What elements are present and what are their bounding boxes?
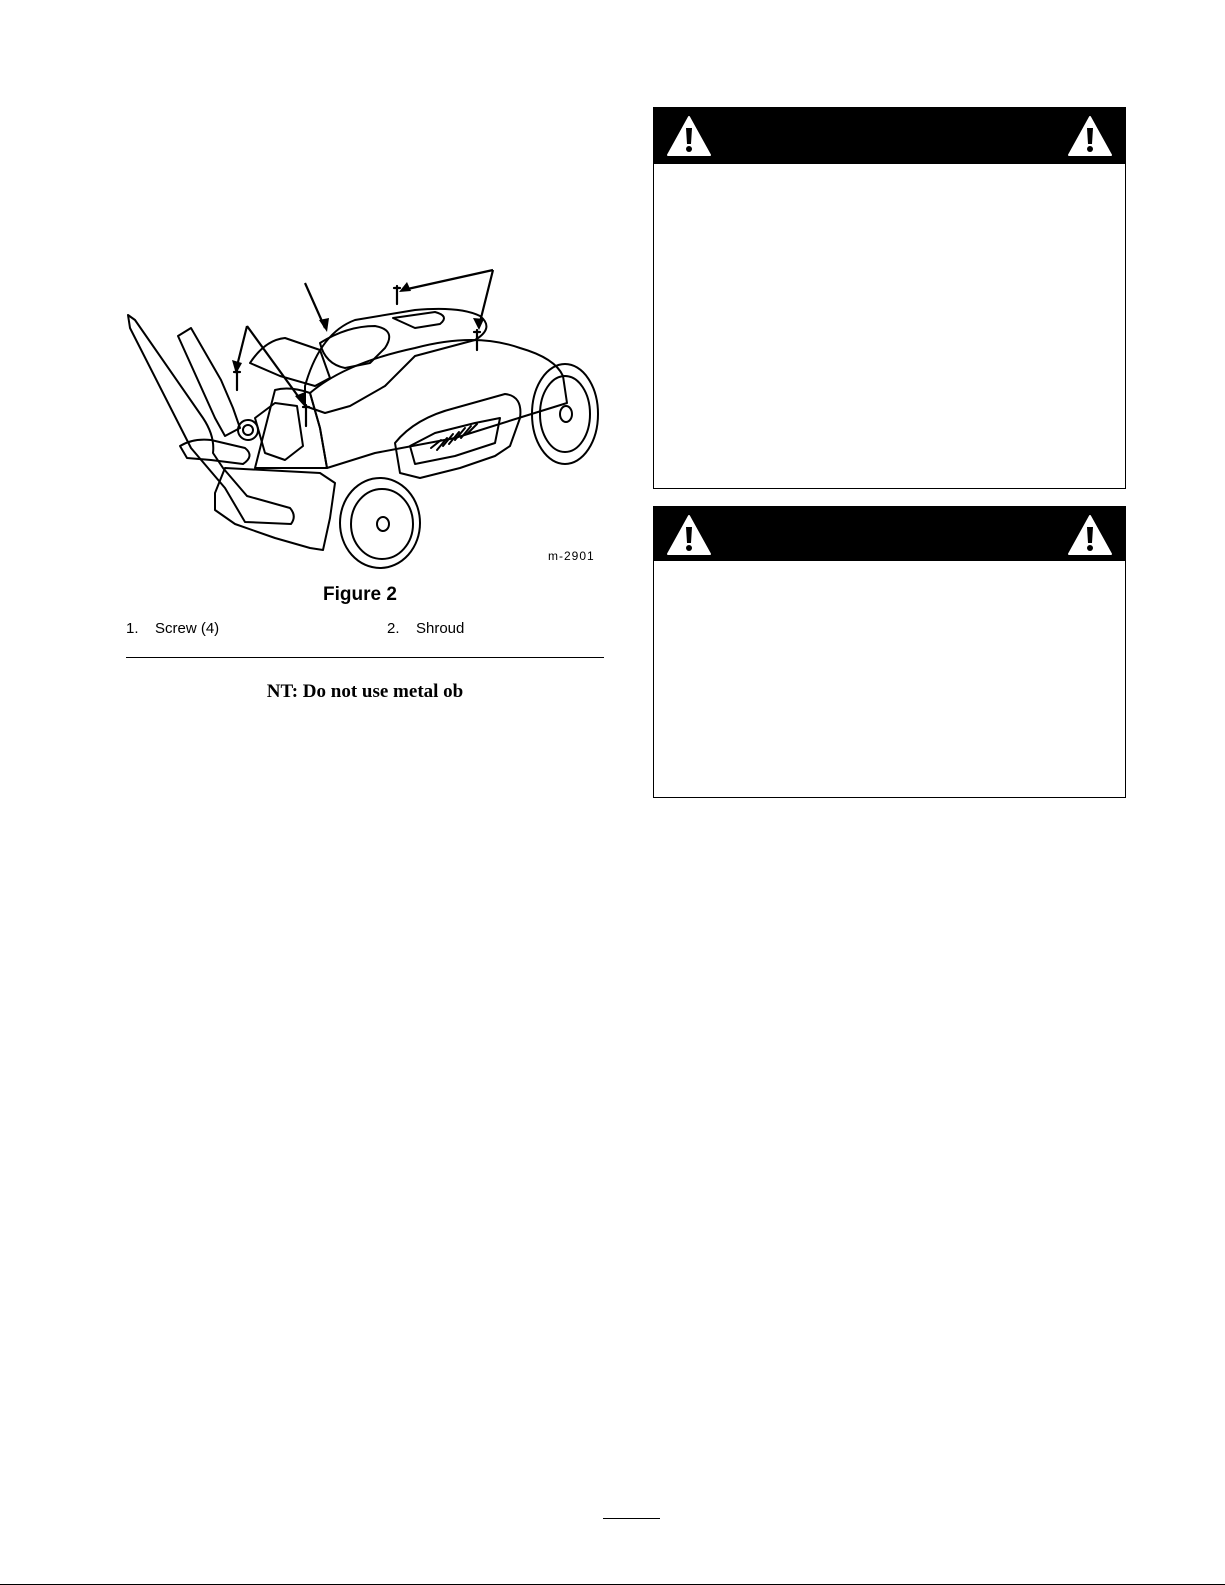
warning-triangle-icon bbox=[666, 514, 712, 556]
callout-number: 2. bbox=[387, 620, 400, 637]
figure-title: Figure 2 bbox=[323, 584, 397, 605]
warning-box bbox=[653, 107, 1126, 489]
figure-2-illustration bbox=[115, 268, 600, 573]
warning-box bbox=[653, 506, 1126, 798]
warning-triangle-icon bbox=[1067, 115, 1113, 157]
callout-label: Shroud bbox=[416, 620, 465, 637]
warning-triangle-icon bbox=[666, 115, 712, 157]
warning-header bbox=[654, 108, 1125, 164]
callout-item bbox=[126, 620, 219, 637]
warning-header bbox=[654, 507, 1125, 561]
note-text: NT: Do not use metal ob bbox=[266, 681, 464, 702]
page-number-rule bbox=[603, 1518, 660, 1519]
warning-triangle-icon bbox=[1067, 514, 1113, 556]
callout-item bbox=[387, 620, 464, 637]
figure-code: m-2901 bbox=[548, 549, 595, 563]
callout-number: 1. bbox=[126, 620, 139, 637]
section-divider bbox=[126, 657, 604, 658]
callout-label: Screw (4) bbox=[155, 620, 220, 637]
mower-line-drawing bbox=[115, 268, 600, 573]
